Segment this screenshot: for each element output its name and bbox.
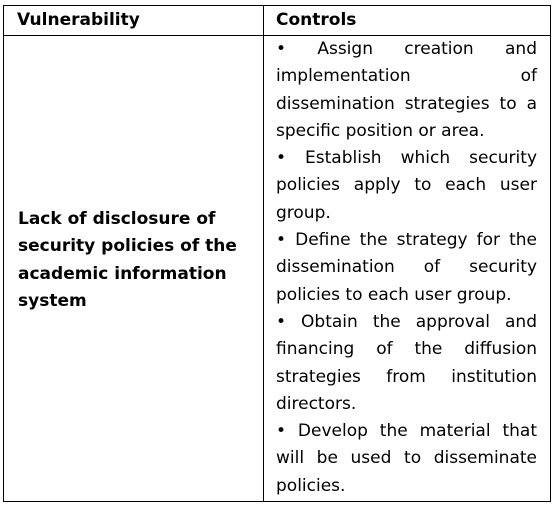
column-divider <box>263 6 264 501</box>
table-header-row <box>4 6 550 36</box>
header-controls: Controls <box>276 10 357 30</box>
control-item: • Obtain the approval and financing of the diffusion strategies from institution directors. <box>276 311 537 414</box>
vulnerability-controls-table <box>3 5 551 502</box>
header-vulnerability: Vulnerability <box>17 10 140 30</box>
control-item: • Establish which security policies apply to each user group. <box>276 148 537 223</box>
vulnerability-text: Lack of disclosure of security policies of the academic information system <box>18 208 237 311</box>
vulnerability-cell <box>4 36 263 501</box>
control-item: • Develop the material that will be used to disseminate policies. <box>276 421 537 496</box>
controls-cell <box>276 36 537 500</box>
control-item: • Define the strategy for the dissemination of security policies to each user group. <box>276 230 537 305</box>
control-item: • Assign creation and implementation of dissemination strategies to a specific position or area. <box>276 39 537 141</box>
